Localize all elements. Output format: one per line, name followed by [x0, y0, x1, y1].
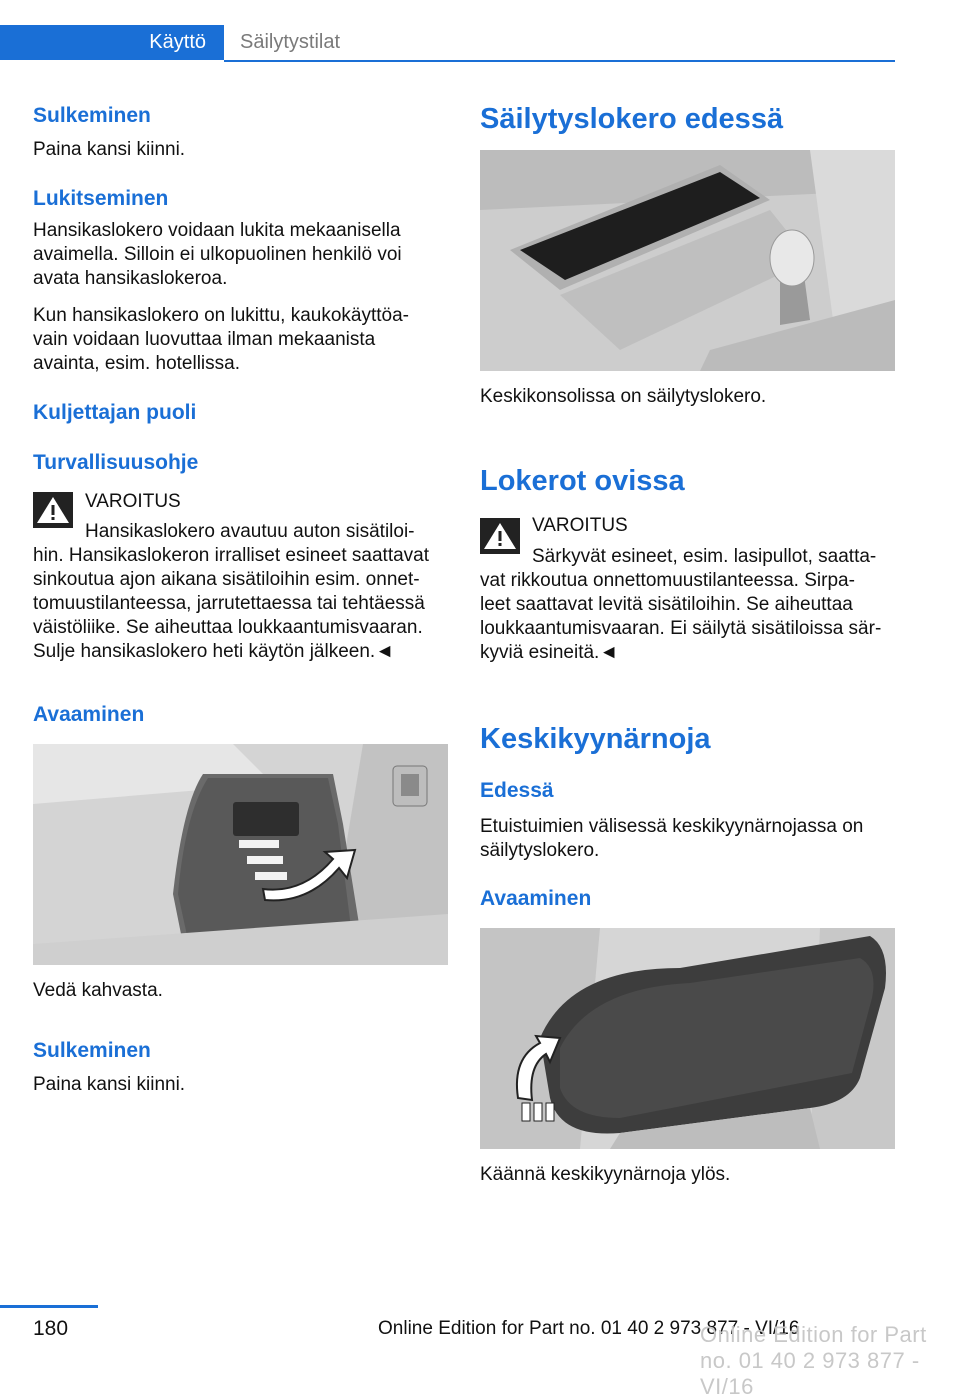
locking-line: Hansikaslokero voidaan lukita mekaanisella [33, 220, 401, 241]
warning-line: leet saattavat levitä sisätiloihin. Se aiheuttaa [480, 594, 853, 615]
closing-text: Paina kansi kiinni. [33, 1074, 186, 1095]
front-storage-heading: Säilytyslokero edessä [480, 103, 784, 135]
closing-heading: Sulkeminen [33, 1039, 151, 1062]
warning-line: tomuustilanteessa, jarrutettaessa tai tehtäessä [33, 593, 425, 614]
page-number: 180 [33, 1317, 69, 1340]
warning-line: Särkyvät esineet, esim. lasipullot, saatta- [532, 546, 877, 567]
locking-line: vain voidaan luovuttaa ilman mekaanista [33, 329, 376, 350]
page-header [0, 0, 895, 62]
warning-line: väistöliike. Se aiheuttaa loukkaantumisvaaran. [33, 617, 423, 638]
armrest-heading: Keskikyynärnoja [480, 723, 711, 755]
section-tab-sailytystilat[interactable]: Säilytystilat [240, 31, 341, 53]
glovebox-photo [33, 744, 448, 965]
warning-line: vat rikkoutua onnettomuustilanteessa. Sirpa- [480, 570, 855, 591]
locking-heading: Lukitseminen [33, 187, 169, 210]
header-rule [224, 60, 895, 62]
front-text-line: säilytyslokero. [480, 840, 600, 861]
footer-rule [0, 1305, 98, 1308]
warning-line: loukkaantumisvaaran. Ei säilytä sisätiloissa sär- [480, 618, 882, 639]
front-text-line: Etuistuimien välisessä keskikyynärnojassa on [480, 816, 864, 837]
warning-label: VAROITUS [85, 491, 181, 512]
closing-heading: Sulkeminen [33, 104, 151, 127]
locking-line: avaimella. Silloin ei ulkopuolinen henkilö voi [33, 244, 402, 265]
warning-line: Hansikaslokero avautuu auton sisätiloi- [85, 521, 415, 542]
opening-heading: Avaaminen [33, 703, 145, 726]
opening-caption: Käännä keskikyynärnoja ylös. [480, 1164, 731, 1185]
opening-caption: Vedä kahvasta. [33, 980, 163, 1001]
safety-heading: Turvallisuusohje [33, 451, 199, 474]
locking-line: Kun hansikaslokero on lukittu, kaukokäyttöa- [33, 305, 409, 326]
watermark: Online Edition for Part no. 01 40 2 973 877 - VI/16 [700, 1322, 927, 1399]
warning-line: hin. Hansikaslokeron irralliset esineet saattavat [33, 545, 430, 566]
driver-side-heading: Kuljettajan puoli [33, 401, 197, 424]
door-storage-heading: Lokerot ovissa [480, 465, 685, 497]
armrest-photo [480, 928, 895, 1149]
locking-line: avata hansikaslokeroa. [33, 268, 228, 289]
opening-heading: Avaaminen [480, 887, 592, 910]
warning-triangle-icon [33, 492, 73, 528]
closing-text: Paina kansi kiinni. [33, 139, 186, 160]
locking-line: avainta, esim. hotellissa. [33, 353, 240, 374]
front-heading: Edessä [480, 779, 554, 802]
console-storage-photo [480, 150, 895, 371]
section-tab-kaytto[interactable]: Käyttö [0, 25, 224, 60]
warning-line: Sulje hansikaslokero heti käytön jälkeen.◄ [33, 641, 395, 662]
warning-line: sinkoutua ajon aikana sisätiloihin esim. onnet- [33, 569, 420, 590]
edition-text: Online Edition for Part no. 01 40 2 973 877 - VI/16 [378, 1318, 800, 1339]
front-storage-caption: Keskikonsolissa on säilytyslokero. [480, 386, 767, 407]
warning-triangle-icon [480, 518, 520, 554]
warning-label: VAROITUS [532, 515, 628, 536]
warning-line: kyviä esineitä.◄ [480, 642, 619, 663]
